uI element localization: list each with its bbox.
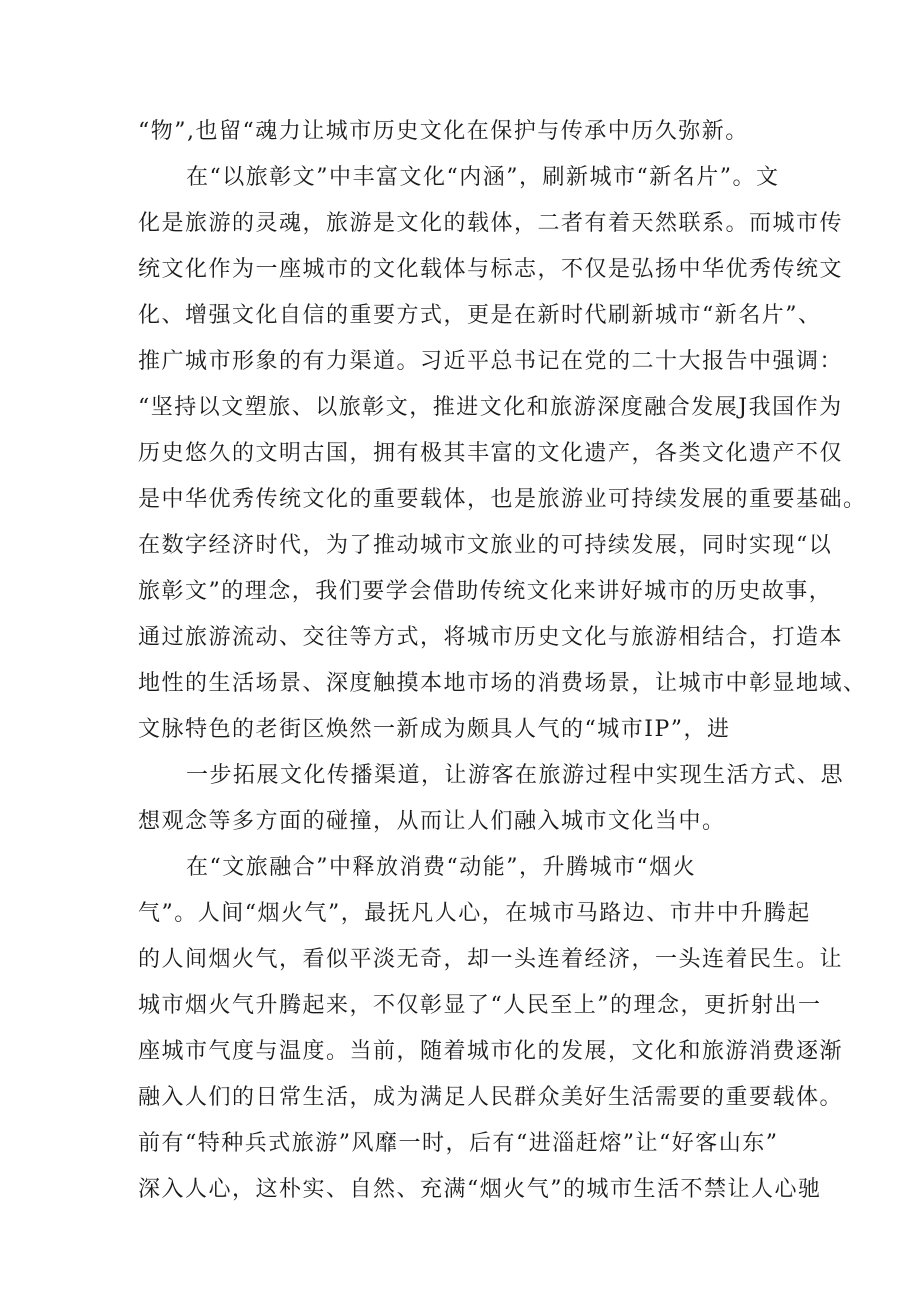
text-line: 统文化作为一座城市的文化载体与标志，不仅是弘扬中华优秀传统文 (138, 257, 844, 282)
text-line: 深入人心，这朴实、自然、充满“烟火气”的城市生活不禁让人心驰 (138, 1177, 822, 1202)
text-line: 历史悠久的文明古国，拥有极其丰富的文化遗产，各类文化遗产不仅 (138, 441, 844, 466)
text-line: 气”。人间“烟火气”，最抚凡人心，在城市马路边、市井中升腾起 (138, 901, 811, 926)
text-line: 座城市气度与温度。当前，随着城市化的发展，文化和旅游消费逐渐 (138, 1039, 844, 1064)
text-line: “物”,也留“魂力让城市历史文化在保护与传承中历久弥新。 (138, 119, 749, 144)
text-line: 通过旅游流动、交往等方式，将城市历史文化与旅游相结合，打造本 (138, 625, 844, 650)
text-line: 是中华优秀传统文化的重要载体，也是旅游业可持续发展的重要基础。 (138, 487, 867, 512)
text-line: 想观念等多方面的碰撞，从而让人们融入城市文化当中。 (138, 809, 726, 834)
paragraph-start-line: 在“文旅融合”中释放消费“动能”，升腾城市“烟火 (186, 855, 697, 880)
text-line: 文脉特色的老街区焕然一新成为颇具人气的“城市IP”，进 (138, 717, 731, 742)
paragraph-start-line: 一步拓展文化传播渠道，让游客在旅游过程中实现生活方式、思 (186, 763, 845, 788)
text-line: 城市烟火气升腾起来，不仅彰显了“人民至上”的理念，更折射出一 (138, 993, 822, 1018)
text-line: 在数字经济时代，为了推动城市文旅业的可持续发展，同时实现“以 (138, 533, 833, 558)
text-line: 融入人们的日常生活，成为满足人民群众美好生活需要的重要载体。 (138, 1085, 844, 1110)
text-line: 化、增强文化自信的重要方式，更是在新时代刷新城市“新名片”、 (138, 303, 822, 328)
text-line: 前有“特种兵式旅游”风靡一时，后有“进淄赶熔”让“好客山东” (138, 1131, 779, 1156)
text-line: “坚持以文塑旅、以旅彰文，推进文化和旅游深度融合发展J我国作为 (138, 395, 843, 420)
text-line: 推广城市形象的有力渠道。习近平总书记在党的二十大报告中强调： (138, 349, 844, 374)
text-line: 化是旅游的灵魂，旅游是文化的载体，二者有着天然联系。而城市传 (138, 211, 844, 236)
text-line: 地性的生活场景、深度触摸本地市场的消费场景，让城市中彰显地域、 (138, 671, 867, 696)
text-line: 的人间烟火气，看似平淡无奇，却一头连着经济，一头连着民生。让 (138, 947, 844, 972)
text-line: 旅彰文”的理念，我们要学会借助传统文化来讲好城市的历史故事， (138, 579, 833, 604)
paragraph-start-line: 在“以旅彰文”中丰富文化“内涵”，刷新城市“新名片”。文 (186, 165, 780, 190)
